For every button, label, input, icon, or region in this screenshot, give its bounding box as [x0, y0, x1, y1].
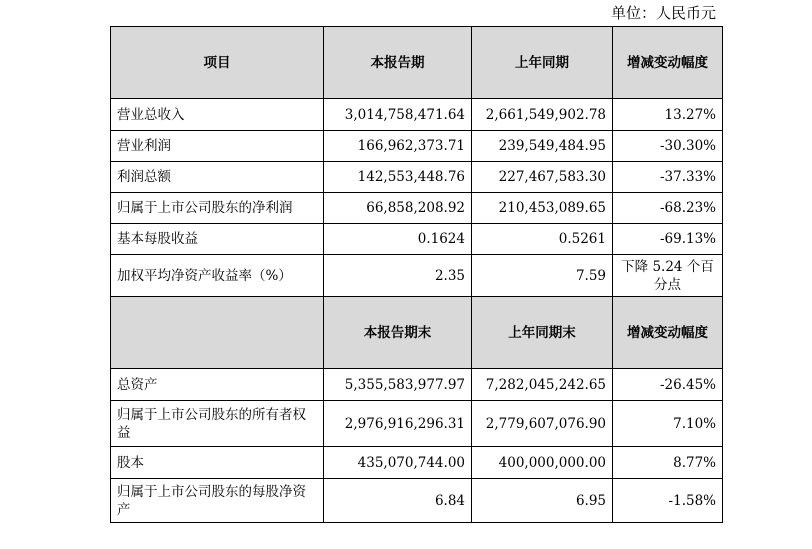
- current-value: 66,858,208.92: [324, 193, 472, 224]
- row-label: 归属于上市公司股东的所有者权益: [111, 401, 324, 447]
- change-value: 8.77%: [613, 447, 723, 479]
- row-label: 营业总收入: [111, 99, 324, 131]
- change-value: -69.13%: [613, 224, 723, 255]
- prior-value: 210,453,089.65: [472, 193, 613, 224]
- row-label: 总资产: [111, 369, 324, 401]
- header-change-rate: 增减变动幅度: [613, 27, 723, 99]
- current-value: 6.84: [324, 479, 472, 523]
- header-prior-period: 上年同期: [472, 27, 613, 99]
- table-row: [111, 369, 723, 401]
- prior-value: 0.5261: [472, 224, 613, 255]
- table-row: [111, 99, 723, 131]
- table-row: [111, 401, 723, 447]
- current-value: 2.35: [324, 255, 472, 297]
- current-value: 142,553,448.76: [324, 162, 472, 193]
- unit-label: 单位：人民币元: [610, 4, 716, 22]
- change-value: 13.27%: [613, 99, 723, 131]
- change-value: 7.10%: [613, 401, 723, 447]
- change-value: -68.23%: [613, 193, 723, 224]
- row-label: 归属于上市公司股东的每股净资产: [111, 479, 324, 523]
- current-value: 3,014,758,471.64: [324, 99, 472, 131]
- header-item: 项目: [111, 27, 324, 99]
- change-value: -26.45%: [613, 369, 723, 401]
- section1-header-row: [111, 27, 723, 99]
- prior-value: 2,779,607,076.90: [472, 401, 613, 447]
- table-row: [111, 193, 723, 224]
- table-row: [111, 224, 723, 255]
- table-row: [111, 447, 723, 479]
- current-value: 2,976,916,296.31: [324, 401, 472, 447]
- header-current-period: 本报告期: [324, 27, 472, 99]
- change-value: -37.33%: [613, 162, 723, 193]
- header-item: [111, 297, 324, 369]
- prior-value: 227,467,583.30: [472, 162, 613, 193]
- current-value: 0.1624: [324, 224, 472, 255]
- prior-value: 7,282,045,242.65: [472, 369, 613, 401]
- prior-value: 239,549,484.95: [472, 131, 613, 162]
- table-row: [111, 162, 723, 193]
- financial-summary-table: [110, 26, 723, 523]
- header-prior-period-end: 上年同期末: [472, 297, 613, 369]
- row-label: 归属于上市公司股东的净利润: [111, 193, 324, 224]
- row-label: 加权平均净资产收益率（%）: [111, 255, 324, 297]
- prior-value: 6.95: [472, 479, 613, 523]
- row-label: 股本: [111, 447, 324, 479]
- change-value: 下降 5.24 个百分点: [613, 255, 723, 297]
- change-value: -30.30%: [613, 131, 723, 162]
- table-row: [111, 255, 723, 297]
- table-row: [111, 131, 723, 162]
- row-label: 营业利润: [111, 131, 324, 162]
- prior-value: 2,661,549,902.78: [472, 99, 613, 131]
- header-change-rate: 增减变动幅度: [613, 297, 723, 369]
- prior-value: 400,000,000.00: [472, 447, 613, 479]
- prior-value: 7.59: [472, 255, 613, 297]
- current-value: 5,355,583,977.97: [324, 369, 472, 401]
- row-label: 基本每股收益: [111, 224, 324, 255]
- change-value: -1.58%: [613, 479, 723, 523]
- section2-header-row: [111, 297, 723, 369]
- table-row: [111, 479, 723, 523]
- header-period-end: 本报告期末: [324, 297, 472, 369]
- current-value: 166,962,373.71: [324, 131, 472, 162]
- row-label: 利润总额: [111, 162, 324, 193]
- current-value: 435,070,744.00: [324, 447, 472, 479]
